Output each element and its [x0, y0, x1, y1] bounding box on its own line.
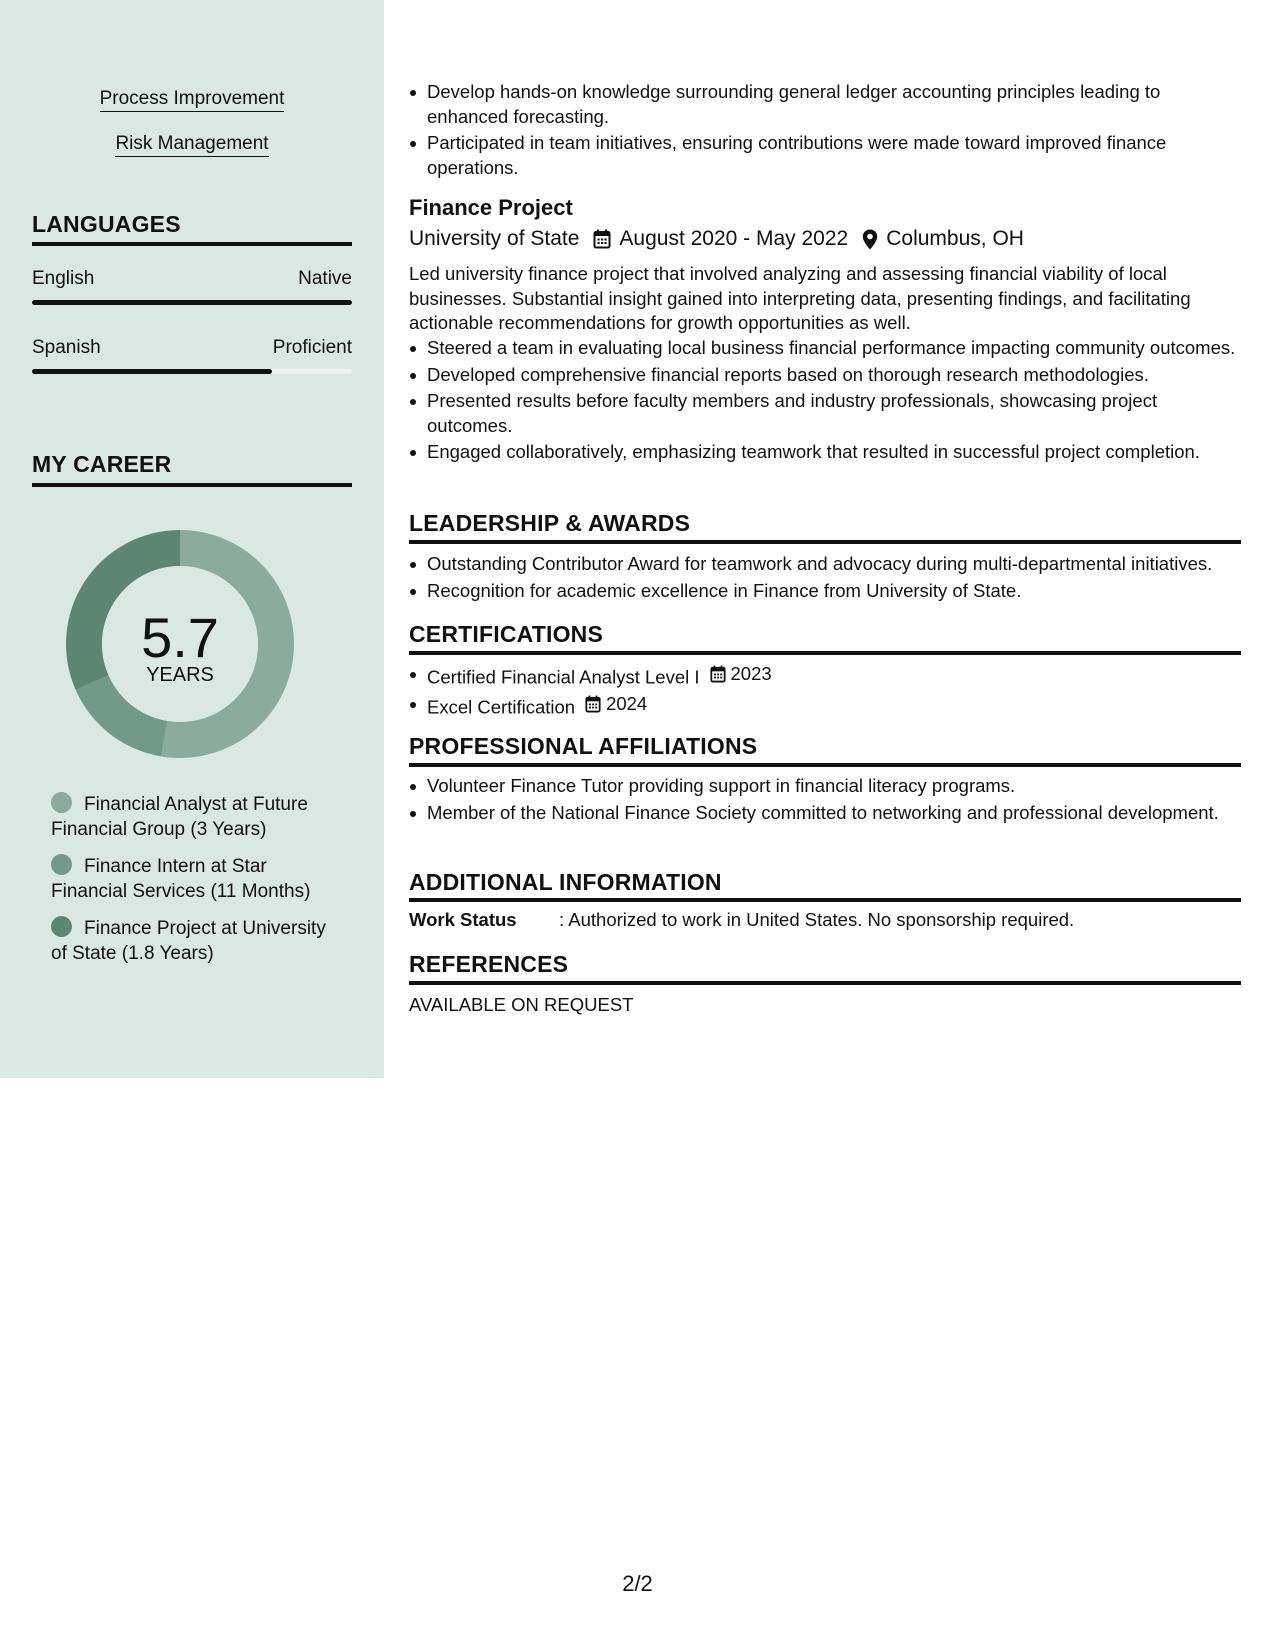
- language-bar-fill: [32, 300, 352, 305]
- project-bullets: [409, 336, 1241, 467]
- legend-dot: [51, 792, 72, 813]
- career-legend-label: Finance Intern at Star Financial Services (11 Months): [51, 856, 311, 902]
- career-donut: [66, 530, 294, 758]
- career-legend-label: Financial Analyst at Future Financial Group (3 Years): [51, 794, 308, 840]
- project-description: Led university finance project that involved analyzing and assessing financial viability of local businesses. Substantial insight gained into interpreting data, presenting findings, and facilitating actionable recommendations for growth opportunities as well.: [409, 263, 1191, 333]
- location-pin-icon: [862, 229, 878, 250]
- career-rule: [32, 483, 352, 487]
- work-status-label: Work Status: [409, 909, 517, 930]
- skill-label: Process Improvement: [100, 88, 285, 112]
- language-name: Spanish: [32, 337, 101, 358]
- list-item: Presented results before faculty members and industry professionals, showcasing project outcomes.: [409, 389, 1241, 438]
- calendar-icon: [710, 665, 726, 683]
- career-legend-item: [51, 854, 341, 904]
- language-name: English: [32, 268, 95, 289]
- additional-rule: [409, 898, 1241, 902]
- skill-label: Risk Management: [115, 133, 268, 157]
- work-status-row: [409, 909, 1074, 931]
- list-item: Develop hands-on knowledge surrounding general ledger accounting principles leading to enhanced forecasting.: [409, 80, 1241, 129]
- list-item: Recognition for academic excellence in Finance from University of State.: [409, 579, 1241, 604]
- list-item: Volunteer Finance Tutor providing support in financial literacy programs.: [409, 774, 1241, 799]
- calendar-icon: [593, 229, 611, 249]
- skill-item: [0, 88, 384, 112]
- project-title: Finance Project: [409, 195, 573, 220]
- list-item: Member of the National Finance Society committed to networking and professional development.: [409, 801, 1241, 826]
- references-rule: [409, 981, 1241, 985]
- leadership-list: [409, 552, 1241, 605]
- list-item: Steered a team in evaluating local business financial performance impacting community outcomes.: [409, 336, 1241, 361]
- certifications-list: [409, 662, 1241, 722]
- project-location: Columbus, OH: [886, 227, 1024, 250]
- certification-year-text: 2024: [606, 692, 648, 714]
- leadership-rule: [409, 540, 1241, 544]
- career-total: 5.7: [141, 606, 219, 669]
- language-level: Native: [298, 268, 352, 289]
- career-heading: MY CAREER: [32, 451, 172, 477]
- career-unit: YEARS: [146, 664, 214, 686]
- affiliations-rule: [409, 763, 1241, 767]
- language-row: [32, 337, 352, 359]
- project-dates: August 2020 - May 2022: [619, 227, 849, 250]
- list-item: [409, 662, 1241, 690]
- certification-year-text: 2023: [730, 663, 772, 684]
- references-text: AVAILABLE ON REQUEST: [409, 994, 634, 1015]
- additional-heading: ADDITIONAL INFORMATION: [409, 869, 722, 895]
- work-status-value: : Authorized to work in United States. No sponsorship required.: [559, 909, 1075, 930]
- languages-heading: LANGUAGES: [32, 211, 181, 237]
- page-number: 2/2: [622, 1571, 653, 1596]
- project-meta: [409, 227, 1024, 251]
- certification-name: Certified Financial Analyst Level I: [427, 666, 700, 688]
- calendar-icon: [585, 695, 601, 713]
- list-item: Participated in team initiatives, ensuring contributions were made toward improved finance operations.: [409, 131, 1241, 180]
- certifications-heading: CERTIFICATIONS: [409, 621, 604, 647]
- list-item: Outstanding Contributor Award for teamwork and advocacy during multi-departmental initiatives.: [409, 552, 1241, 577]
- language-level: Proficient: [272, 337, 352, 358]
- language-bar: [32, 369, 352, 374]
- list-item: Engaged collaboratively, emphasizing teamwork that resulted in successful project completion.: [409, 440, 1241, 465]
- leadership-heading: LEADERSHIP & AWARDS: [409, 510, 691, 536]
- career-legend-label: Finance Project at University of State (1.8 Years): [51, 918, 326, 964]
- languages-rule: [32, 242, 352, 246]
- experience-bullets: [409, 80, 1241, 182]
- sidebar: [0, 0, 384, 1078]
- skill-item: [0, 133, 384, 157]
- certification-year: [710, 662, 772, 687]
- affiliations-heading: PROFESSIONAL AFFILIATIONS: [409, 733, 758, 759]
- certification-year: [585, 692, 647, 717]
- list-item: [409, 692, 1241, 720]
- language-row: [32, 268, 352, 290]
- project-org: University of State: [409, 227, 580, 250]
- certification-name: Excel Certification: [427, 696, 576, 717]
- list-item: Developed comprehensive financial reports based on thorough research methodologies.: [409, 363, 1241, 388]
- language-bar: [32, 300, 352, 305]
- legend-dot: [51, 916, 72, 937]
- language-bar-fill: [32, 369, 272, 374]
- legend-dot: [51, 854, 72, 875]
- career-legend-item: [51, 792, 341, 842]
- affiliations-list: [409, 774, 1241, 827]
- career-legend-item: [51, 916, 341, 966]
- references-heading: REFERENCES: [409, 951, 569, 977]
- certifications-rule: [409, 651, 1241, 655]
